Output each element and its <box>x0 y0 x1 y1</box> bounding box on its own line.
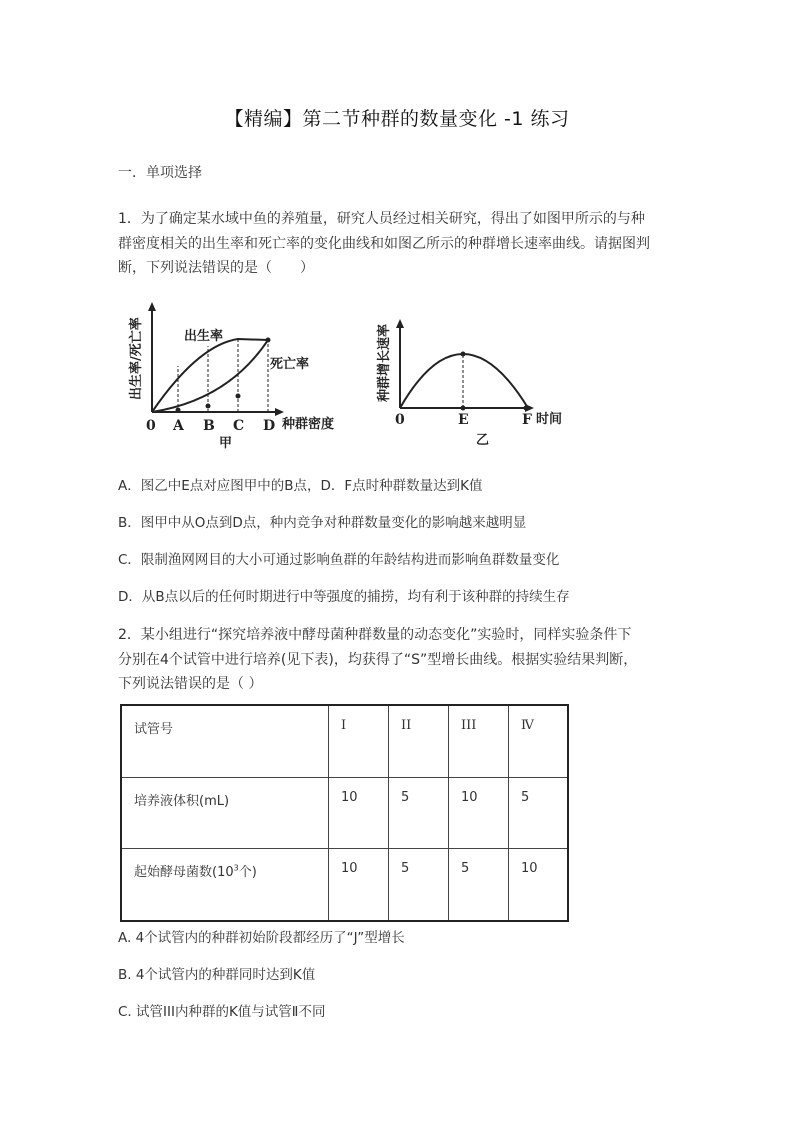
figure-jia <box>118 300 348 455</box>
table-cell: 5 <box>389 777 449 848</box>
jia-birth-label: 出生率 <box>184 329 224 344</box>
jia-xlabel: 种群密度 <box>282 417 335 432</box>
jia-tick-b: B <box>203 418 215 434</box>
q1-option-d: D．从B点以后的任何时期进行中等强度的捕捞，均有利于该种群的持续生存 <box>118 589 570 605</box>
table-row <box>121 849 568 921</box>
section-heading: 一．单项选择 <box>118 165 202 181</box>
q1-stem <box>118 207 678 281</box>
table-header-cell: II <box>389 705 449 777</box>
table-header-cell: III <box>449 705 509 777</box>
q2-stem-line: 下列说法错误的是（ ） <box>118 676 263 692</box>
yi-tick-e: E <box>458 412 469 428</box>
q2-option-b: B. 4个试管内的种群同时达到K值 <box>118 967 316 983</box>
q2-option-a: A. 4个试管内的种群初始阶段都经历了“J”型增长 <box>118 930 405 946</box>
yi-xlabel: 时间 <box>536 412 563 427</box>
jia-ylabel: 出生率/死亡率 <box>129 317 144 400</box>
q2-stem-line: 分别在4个试管中进行培养(见下表)，均获得了“S”型增长曲线。根据实验结果判断， <box>118 651 638 668</box>
q1-stem-line: 1．为了确定某水域中鱼的养殖量，研究人员经过相关研究，得出了如图甲所示的与种 <box>118 211 645 227</box>
table-cell: 10 <box>449 777 509 848</box>
yi-ylabel: 种群增长速率 <box>377 323 392 402</box>
q1-option-b: B．图甲中从O点到D点，种内竞争对种群数量变化的影响越来越明显 <box>118 515 527 531</box>
yi-caption: 乙 <box>476 433 490 448</box>
row2-exponent: 3 <box>233 863 239 873</box>
table-cell: 10 <box>329 777 389 848</box>
jia-death-label: 死亡率 <box>270 357 310 372</box>
jia-tick-c: C <box>233 418 245 434</box>
table-cell: 5 <box>449 849 509 921</box>
table-cell: 5 <box>389 849 449 921</box>
jia-origin: 0 <box>146 418 156 434</box>
jia-tick-d: D <box>263 418 276 434</box>
tube-table <box>120 704 569 922</box>
table-row <box>121 705 568 777</box>
table-cell: 10 <box>329 849 389 921</box>
q1-option-c: C．限制渔网网目的大小可通过影响鱼群的年龄结构进而影响鱼群数量变化 <box>118 552 560 568</box>
page-title: 【精编】第二节种群的数量变化 -1 练习 <box>224 108 570 130</box>
yi-tick-f: F <box>522 412 532 428</box>
yi-origin: 0 <box>395 412 405 428</box>
row2-suffix: 个) <box>238 865 257 881</box>
row2-label: 起始酵母菌数(10 <box>134 865 234 881</box>
table-row <box>121 777 568 848</box>
q1-stem-line: 断，下列说法错误的是（ ） <box>118 260 314 276</box>
table-cell: 5 <box>509 777 569 848</box>
q2-option-c: C. 试管III内种群的K值与试管Ⅱ不同 <box>118 1004 326 1020</box>
table-header-cell: I <box>329 705 389 777</box>
table-header-cell: 试管号 <box>121 705 329 777</box>
q1-stem-line: 群密度相关的出生率和死亡率的变化曲线和如图乙所示的种群增长速率曲线。请据图判 <box>118 235 650 252</box>
table-header-cell: Ⅳ <box>509 705 569 777</box>
table-cell: 10 <box>509 849 569 921</box>
figure-yi <box>368 316 578 451</box>
q1-option-a: A．图乙中E点对应图甲中的B点，D．F点时种群数量达到K值 <box>118 478 483 494</box>
jia-tick-a: A <box>173 418 184 434</box>
table-cell <box>121 849 329 921</box>
q2-stem-line: 2．某小组进行“探究培养液中酵母菌种群数量的动态变化”实验时，同样实验条件下 <box>118 627 632 643</box>
q2-stem <box>118 623 678 697</box>
jia-caption: 甲 <box>219 436 233 451</box>
table-cell: 培养液体积(mL) <box>121 777 329 848</box>
